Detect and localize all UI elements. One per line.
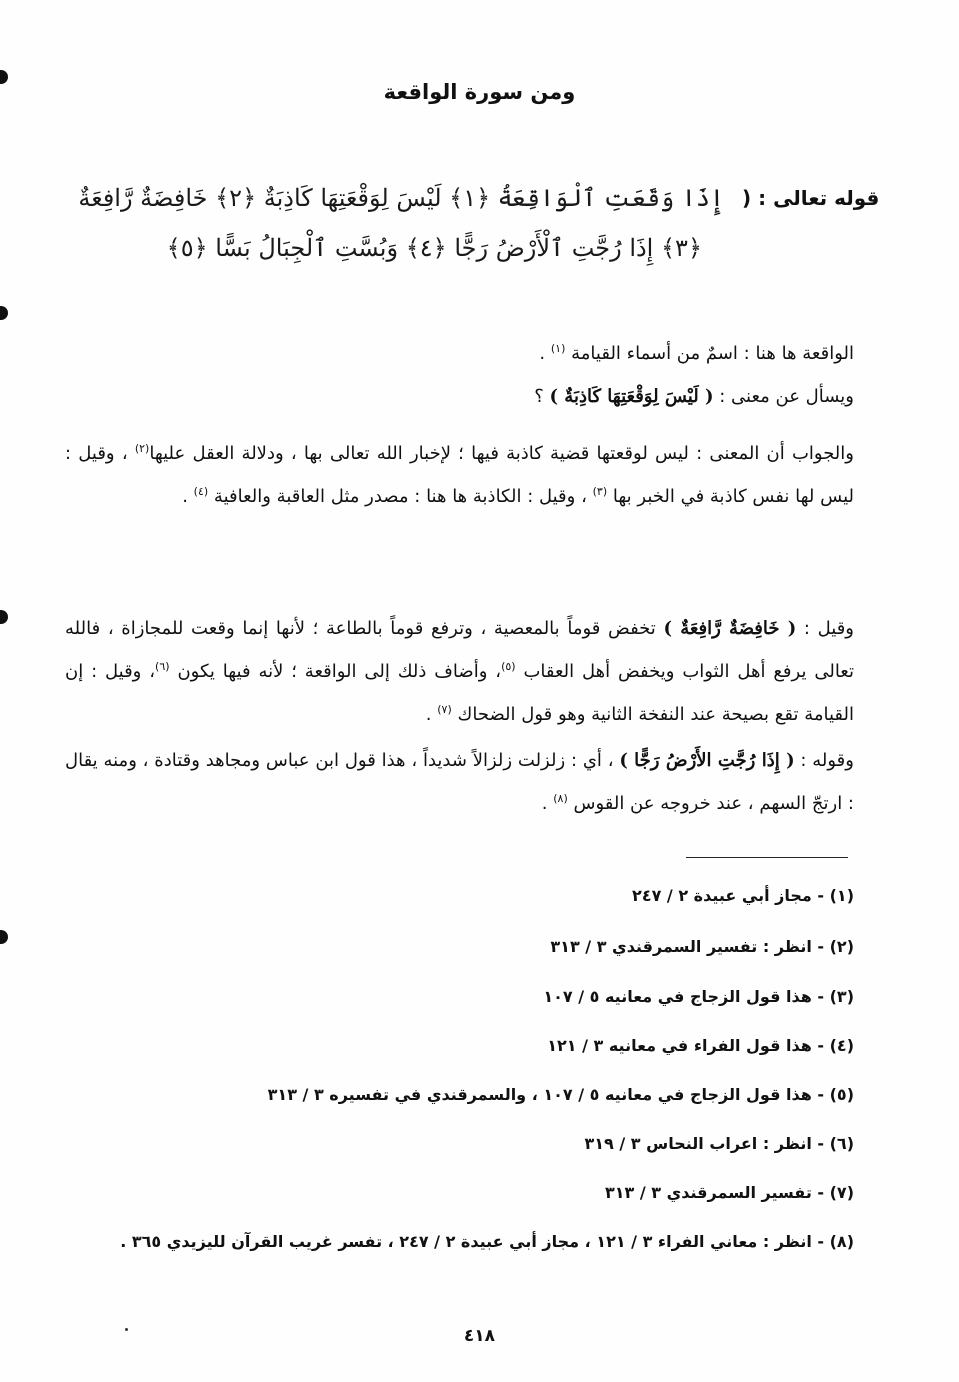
- footnote-ref: (٤): [193, 485, 209, 498]
- footnote-ref: (٦): [155, 660, 170, 673]
- paragraph-2: [534, 378, 854, 416]
- paragraph-text: ويسأل عن معنى :: [719, 386, 854, 407]
- paragraph-text: وقيل :: [803, 618, 854, 639]
- footnote-separator: [686, 857, 848, 858]
- footnote-ref: (٥): [501, 660, 516, 673]
- quran-verse-line-2: ﴿٣﴾ إِذَا رُجَّتِ ٱلْأَرْضُ رَجًّا ﴿٤﴾ وَبُسَّتِ ٱلْجِبَالُ بَسًّا ﴿٥﴾: [166, 234, 702, 262]
- paragraph-text: ، وأضاف ذلك إلى الواقعة ؛ لأنه فيها يكون: [177, 661, 502, 682]
- verse-intro: قوله تعالى : (: [742, 186, 880, 210]
- punch-hole-mark: [0, 930, 8, 944]
- footnote-ref: (٧): [437, 703, 452, 716]
- paragraph-text: الواقعة ها هنا : اسمٌ من أسماء القيامة: [571, 343, 854, 364]
- paragraph-text: ، وقيل : الكاذبة ها هنا : مصدر مثل العاقبة والعافية: [213, 486, 587, 507]
- paragraph-1: [539, 330, 854, 373]
- paragraph-text: وقوله :: [800, 750, 854, 771]
- quran-verse-line-1: إِذَا وَقَعَتِ ٱلْوَاقِعَةُ ﴿١﴾ لَيْسَ لِوَقْعَتِهَا كَاذِبَةٌ ﴿٢﴾ خَافِضَةٌ رَّافِعَةٌ: [78, 184, 724, 212]
- paragraph-text: ، وقيل : إن القيامة تقع بصيحة عند النفخة الثانية وهو قول الضحاك: [65, 661, 854, 725]
- quranic-quote: ( لَيْسَ لِوَقْعَتِهَا كَاذِبَةٌ ): [549, 386, 714, 407]
- footnote-8: (٨) - انظر : معاني الفراء ٣ / ١٢١ ، مجاز أبي عبيدة ٢ / ٢٤٧ ، تفسر غريب القرآن لليزيدي ٣٦٥ .: [120, 1232, 854, 1251]
- footnote-2: (٢) - انظر : تفسير السمرقندي ٣ / ٣١٣: [550, 937, 854, 956]
- footnote-6: (٦) - انظر : اعراب النحاس ٣ / ٣١٩: [584, 1134, 854, 1153]
- paragraph-text: ، وقيل : ليس لها نفس كاذبة في الخبر بها: [65, 443, 854, 507]
- paragraph-text: والجواب أن المعنى : ليس لوقعتها قضية كاذبة فيها ؛ لإخبار الله تعالى بها ، ودلالة العقل عليها: [149, 443, 854, 464]
- footnote-ref: (١): [550, 342, 566, 355]
- quranic-quote: ( إِذَا رُجَّتِ الأَرْضُ رَجًّا ): [619, 750, 795, 771]
- paragraph-5: [65, 742, 854, 823]
- footnote-7: (٧) - تفسير السمرقندي ٣ / ٣١٣: [604, 1183, 854, 1202]
- punch-hole-mark: [0, 610, 8, 624]
- punctuation: .: [425, 704, 432, 725]
- punctuation: ؟: [534, 386, 544, 407]
- paragraph-text: تخفض قوماً بالمعصية ، وترفع قوماً بالطاعة ؛ لأنها إنما وقعت للمجازاة ، فالله تعالى يرفع أهل الثواب ويخفض أهل العقاب: [65, 618, 854, 682]
- paragraph-4: [65, 610, 854, 734]
- page-header: ومن سورة الواقعة: [383, 80, 576, 104]
- footnote-3: (٣) - هذا قول الزجاج في معانيه ٥ / ١٠٧: [543, 987, 854, 1006]
- footnote-ref: (٣): [592, 485, 608, 498]
- footnote-ref: (٨): [553, 792, 568, 805]
- punctuation: .: [541, 793, 548, 814]
- footnote-1: (١) - مجاز أبي عبيدة ٢ / ٢٤٧: [632, 886, 854, 905]
- page-number: ٤١٨: [463, 1326, 496, 1346]
- punch-hole-mark: [0, 306, 8, 320]
- punctuation: .: [182, 486, 188, 507]
- quranic-quote: ( خَافِضَةٌ رَّافِعَةٌ ): [663, 618, 797, 639]
- paragraph-text: ، أي : زلزلت زلزالاً شديداً ، هذا قول ابن عباس ومجاهد وقتادة ، ومنه يقال : ارتجّ السهم ، عند خروجه عن القوس: [65, 750, 854, 814]
- punctuation: .: [539, 343, 546, 364]
- footnote-ref: (٢): [134, 442, 150, 455]
- footnote-4: (٤) - هذا قول الفراء في معانيه ٣ / ١٢١: [547, 1036, 854, 1055]
- paragraph-3: [65, 430, 854, 516]
- footnote-5: (٥) - هذا قول الزجاج في معانيه ٥ / ١٠٧ ، والسمرقندي في تفسيره ٣ / ٣١٣: [267, 1085, 854, 1104]
